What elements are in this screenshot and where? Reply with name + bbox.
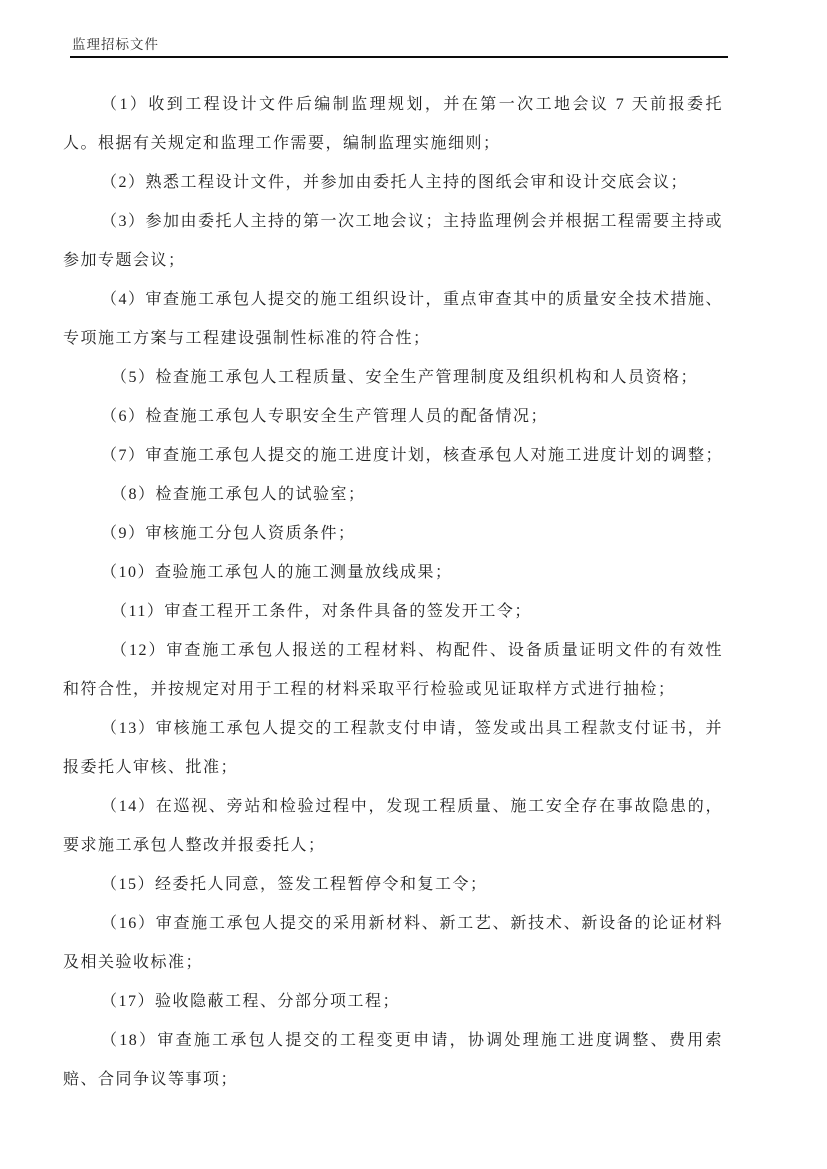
paragraph-item-6: （6）检查施工承包人专职安全生产管理人员的配备情况； bbox=[101, 408, 549, 425]
paragraph-item-7: （7）审查施工承包人提交的施工进度计划，核查承包人对施工进度计划的调整； bbox=[101, 447, 724, 464]
paragraph-item-11: （11）审查工程开工条件，对条件具备的签发开工令； bbox=[111, 603, 532, 620]
paragraph-item-9: （9）审核施工分包人资质条件； bbox=[101, 525, 356, 542]
header-rule bbox=[70, 56, 728, 58]
paragraph-item-4: （4）审查施工承包人提交的施工组织设计，重点审查其中的质量安全技术措施、专项施工方案与工程建设强制性标准的符合性； bbox=[63, 291, 724, 347]
paragraph-item-13: （13）审核施工承包人提交的工程款支付申请，签发或出具工程款支付证书，并报委托人审核、批准； bbox=[63, 720, 723, 776]
paragraph-item-5: （5）检查施工承包人工程质量、安全生产管理制度及组织机构和人员资格； bbox=[111, 369, 699, 386]
header-title: 监理招标文件 bbox=[72, 37, 159, 52]
paragraph-item-3: （3）参加由委托人主持的第一次工地会议；主持监理例会并根据工程需要主持或参加专题会议； bbox=[63, 213, 724, 269]
paragraph-item-8: （8）检查施工承包人的试验室； bbox=[111, 486, 366, 503]
paragraph-item-16: （16）审查施工承包人提交的采用新材料、新工艺、新技术、新设备的论证材料及相关验收标准； bbox=[63, 915, 723, 971]
page-header bbox=[0, 0, 827, 58]
paragraph-item-2: （2）熟悉工程设计文件，并参加由委托人主持的图纸会审和设计交底会议； bbox=[101, 174, 689, 191]
paragraph-item-12: （12）审查施工承包人报送的工程材料、构配件、设备质量证明文件的有效性和符合性，并按规定对用于工程的材料采取平行检验或见证取样方式进行抽检； bbox=[63, 642, 723, 698]
paragraph-item-17: （17）验收隐蔽工程、分部分项工程； bbox=[101, 993, 401, 1010]
paragraph-item-18: （18）审查施工承包人提交的工程变更申请，协调处理施工进度调整、费用索赔、合同争议等事项； bbox=[63, 1032, 723, 1088]
paragraph-item-1: （1）收到工程设计文件后编制监理规划，并在第一次工地会议 7 天前报委托人。根据有关规定和监理工作需要，编制监理实施细则； bbox=[63, 96, 723, 152]
paragraph-item-14: （14）在巡视、旁站和检验过程中，发现工程质量、施工安全存在事故隐患的，要求施工承包人整改并报委托人； bbox=[63, 798, 723, 854]
paragraph-item-15: （15）经委托人同意，签发工程暂停令和复工令； bbox=[101, 876, 488, 893]
paragraph-item-10: （10）查验施工承包人的施工测量放线成果； bbox=[101, 564, 453, 581]
document-body bbox=[63, 85, 723, 1099]
